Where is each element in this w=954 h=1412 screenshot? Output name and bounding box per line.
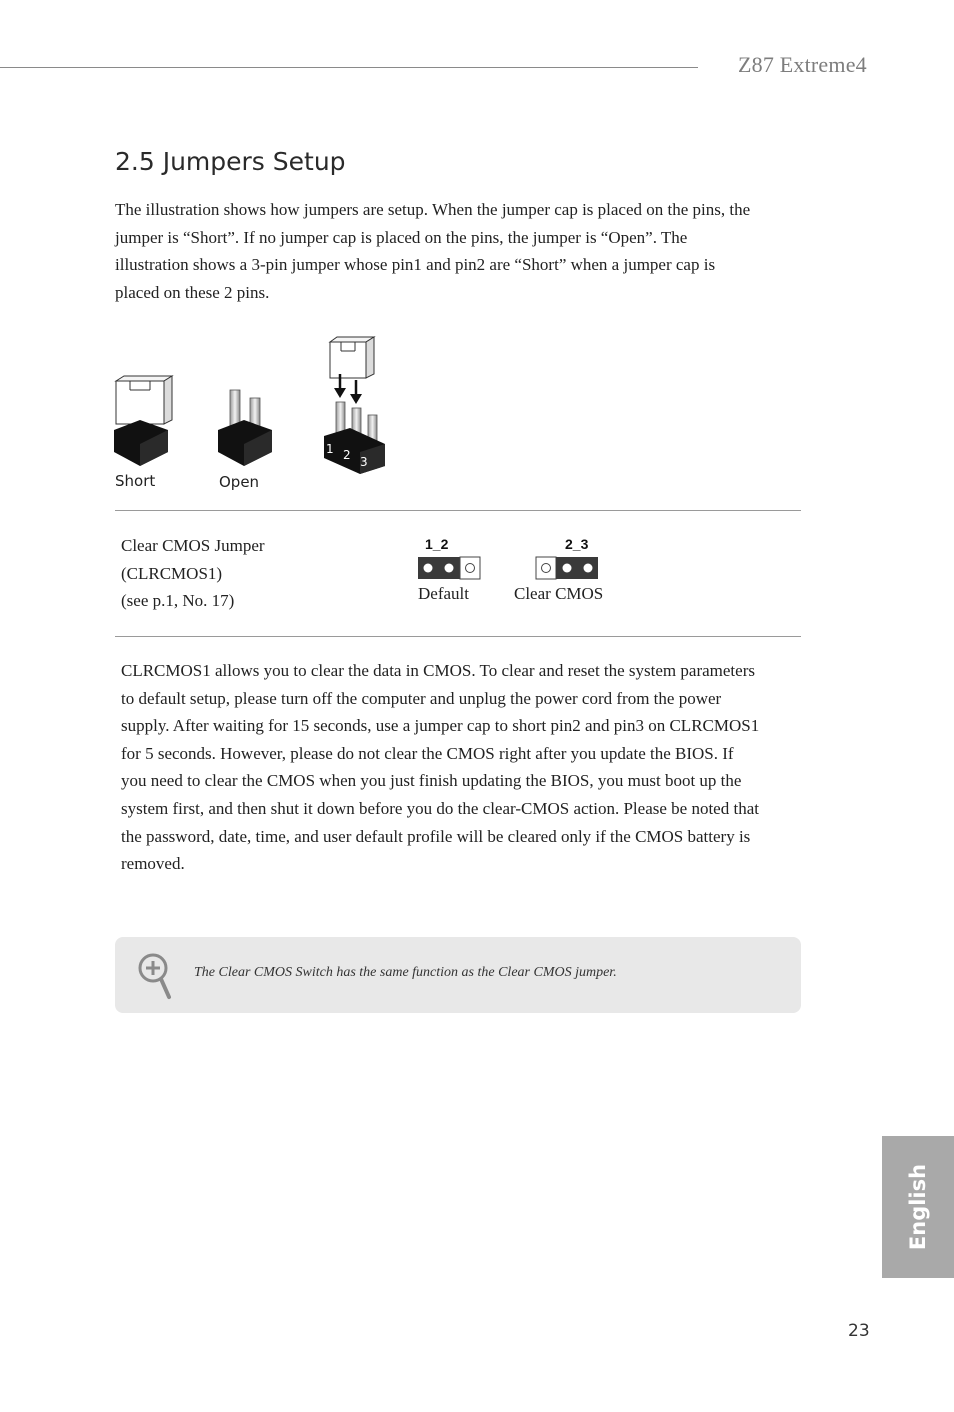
pin-number-1: 1 xyxy=(326,442,334,456)
product-title: Z87 Extreme4 xyxy=(738,52,867,77)
pins-2-3-diagram xyxy=(535,556,599,580)
language-tab xyxy=(882,1136,954,1278)
open-label: Open xyxy=(219,473,260,491)
note-box xyxy=(115,937,801,1013)
pins-1-2-label: 1_2 xyxy=(425,536,449,552)
pin-number-3: 3 xyxy=(360,455,368,469)
magnifier-plus-icon xyxy=(135,951,175,1001)
header-rule xyxy=(0,67,698,68)
open-jumper-graphic xyxy=(218,390,272,466)
clrcmos-description: CLRCMOS1 allows you to clear the data in CMOS. To clear and reset the system parameters to default setup, please turn off the computer and unplug the power cord from the power supply. After waiting for 15 seconds, use a jumper cap to short pin2 and pin3 on CLRCMOS1 for 5 seconds. However, please do not clear the CMOS right after you update the BIOS. If you need to clear the CMOS when you just finish updating the BIOS, you must boot up the system first, and then shut it down before you do the clear-CMOS action. Please be noted that the password, date, time, and user default profile will be cleared only if the CMOS battery is removed. xyxy=(121,661,760,874)
jumper-id-line: (CLRCMOS1) xyxy=(121,563,223,583)
clear-cmos-setting-label: Clear CMOS xyxy=(514,584,604,603)
jumper-name xyxy=(121,532,265,615)
pins-1-2-diagram xyxy=(417,556,481,580)
note-text: The Clear CMOS Switch has the same function as the Clear CMOS jumper. xyxy=(194,965,617,980)
jumper-illustration xyxy=(112,332,402,492)
language-tab-label: English xyxy=(906,1163,930,1251)
jumper-location-line: (see p.1, No. 17) xyxy=(121,591,235,610)
intro-paragraph: The illustration shows how jumpers are setup. When the jumper cap is placed on the pins, the jumper is “Short”. If no jumper cap is placed on the pins, the jumper is “Open”. The illustration shows a 3-pin jumper whose pin1 and pin2 are “Short” when a jumper cap is placed on these 2 pins. xyxy=(115,200,751,302)
jumper-name-line: Clear CMOS Jumper xyxy=(121,536,265,555)
pins-2-3-label: 2_3 xyxy=(565,536,589,552)
default-setting-label: Default xyxy=(418,584,469,603)
table-top-rule xyxy=(115,510,801,511)
pin-number-2: 2 xyxy=(343,448,351,462)
short-label: Short xyxy=(115,472,156,490)
short-jumper-graphic xyxy=(114,376,172,466)
page-number: 23 xyxy=(848,1321,870,1341)
section-title: 2.5 Jumpers Setup xyxy=(115,147,346,176)
table-bottom-rule xyxy=(115,636,801,637)
